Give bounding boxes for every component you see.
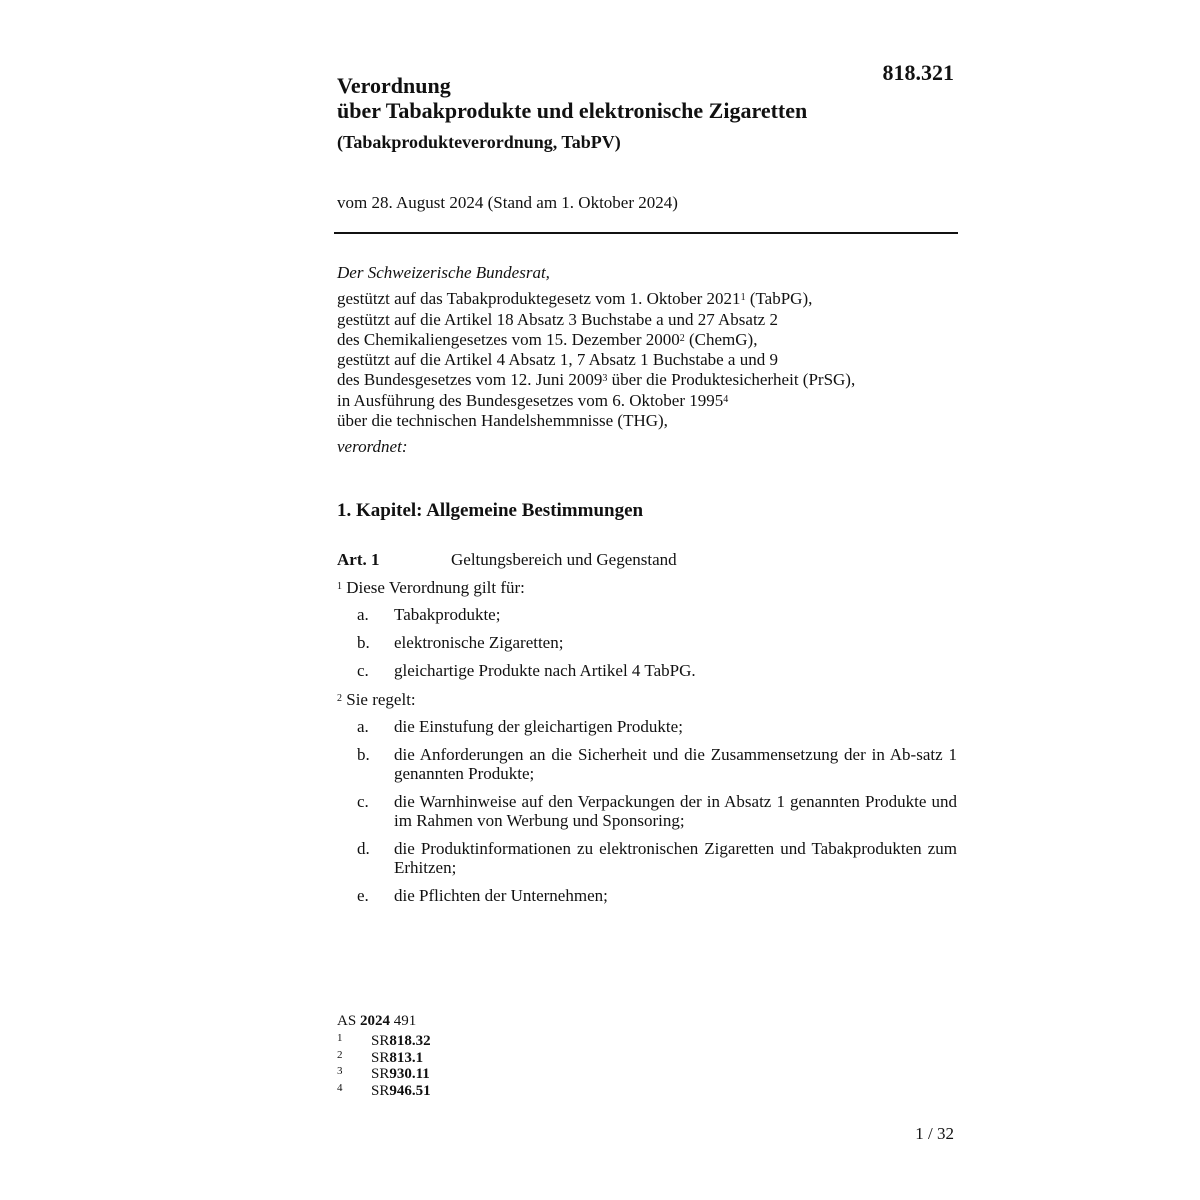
preamble-line: gestützt auf die Artikel 4 Absatz 1, 7 Absatz 1 Buchstabe a und 9 [337,350,778,370]
list-item-label: b. [357,745,370,764]
list-item [337,605,957,624]
footnote: 1 SR 818.32 [337,1032,431,1049]
title-block [337,74,897,156]
footnote-ref[interactable]: 2 [679,332,685,344]
article-body [337,577,957,914]
list-item-label: c. [357,792,369,811]
footnote-ref[interactable]: 3 [602,373,608,385]
chapter-heading: 1. Kapitel: Allgemeine Bestimmungen [337,500,644,521]
list-item-text: die Anforderungen an die Sicherheit und die Zusammensetzung der in Ab-satz 1 genannten Produkte; [394,745,957,783]
list-item-text: die Einstufung der gleichartigen Produkte; [394,717,683,736]
preamble-line: gestützt auf das Tabakproduktegesetz vom 1. Oktober 2021$^1$ (TabPG), [337,289,813,309]
footnote-sr-link[interactable]: 818.32 [389,1033,431,1049]
list-item [337,633,957,652]
preamble-line: in Ausführung des Bundesgesetzes vom 6. Oktober 1995$^4$ [337,390,729,410]
list-item-label: a. [357,605,369,624]
list-item-label: b. [357,633,370,652]
footnote: 2 SR 813.1 [337,1048,424,1066]
list-item [337,886,957,905]
paragraph-number: 1 [337,581,342,592]
list-item-label: c. [357,661,369,680]
official-collection-ref: AS 2024 491 [337,1013,417,1029]
list-item-text: die Produktinformationen zu elektronischen Zigaretten und Tabakprodukten zum Erhitzen; [394,839,957,877]
title-line-2: über Tabakprodukte und elektronische Zigaretten [337,98,808,123]
footnotes [337,1011,637,1099]
preamble-line: über die technischen Handelshemmnisse (THG), [337,411,668,431]
footnote: 4 SR 946.51 [337,1081,431,1099]
list-item-text: elektronische Zigaretten; [394,633,564,652]
list-item [337,717,957,736]
list-item-text: gleichartige Produkte nach Artikel 4 TabPG. [394,661,696,680]
preamble-outro: verordnet: [337,437,408,457]
footnote: 3 SR 930.11 [337,1065,430,1082]
sr-number: 818.321 [882,60,954,85]
header-divider [334,232,958,234]
list-item [337,745,957,783]
list-item-text: die Pflichten der Unternehmen; [394,886,608,905]
footnote-sr-link[interactable]: 946.51 [389,1082,431,1099]
list-item [337,792,957,830]
preamble-intro: Der Schweizerische Bundesrat, [337,263,550,282]
footnote-number: 2 [337,1048,343,1061]
list-item [337,661,957,680]
preamble-line: des Chemikaliengesetzes vom 15. Dezember 2000$^2$ (ChemG), [337,329,758,349]
title-line-3: (Tabakprodukteverordnung, TabPV) [337,132,621,152]
footnote-ref[interactable]: 1 [740,292,746,304]
title-line-1: Verordnung [337,73,451,98]
paragraph-1: $^1$ Diese Verordnung gilt für: [337,578,525,597]
footnote-sr-link[interactable]: 930.11 [389,1066,430,1082]
preamble-line: gestützt auf die Artikel 18 Absatz 3 Buchstabe a und 27 Absatz 2 [337,309,778,329]
footnote-number: 3 [337,1065,343,1077]
list-item [337,839,957,877]
paragraph-number: 2 [337,693,342,704]
article-number: Art. 1 [337,550,380,569]
footnote-ref[interactable]: 4 [723,393,729,405]
preamble [337,263,957,458]
date-line: vom 28. August 2024 (Stand am 1. Oktober 2024) [337,193,678,212]
footnote-sr-link[interactable]: 813.1 [389,1049,424,1066]
list-item-label: e. [357,886,369,905]
list-item-text: die Warnhinweise auf den Verpackungen der in Absatz 1 genannten Produkte und im Rahmen von Werbung und Sponsoring; [394,792,957,830]
footnote-number: 1 [337,1032,343,1044]
list-item-label: a. [357,717,369,736]
list-item-text: Tabakprodukte; [394,605,501,624]
footnote-number: 4 [337,1081,343,1094]
article-heading [337,550,677,570]
article-title: Geltungsbereich und Gegenstand [451,550,677,569]
paragraph-2: $^2$ Sie regelt: [337,690,416,709]
preamble-line: des Bundesgesetzes vom 12. Juni 2009$^3$ über die Produktesicherheit (PrSG), [337,370,856,390]
page-number: 1 / 32 [915,1124,954,1143]
list-item-label: d. [357,839,370,858]
